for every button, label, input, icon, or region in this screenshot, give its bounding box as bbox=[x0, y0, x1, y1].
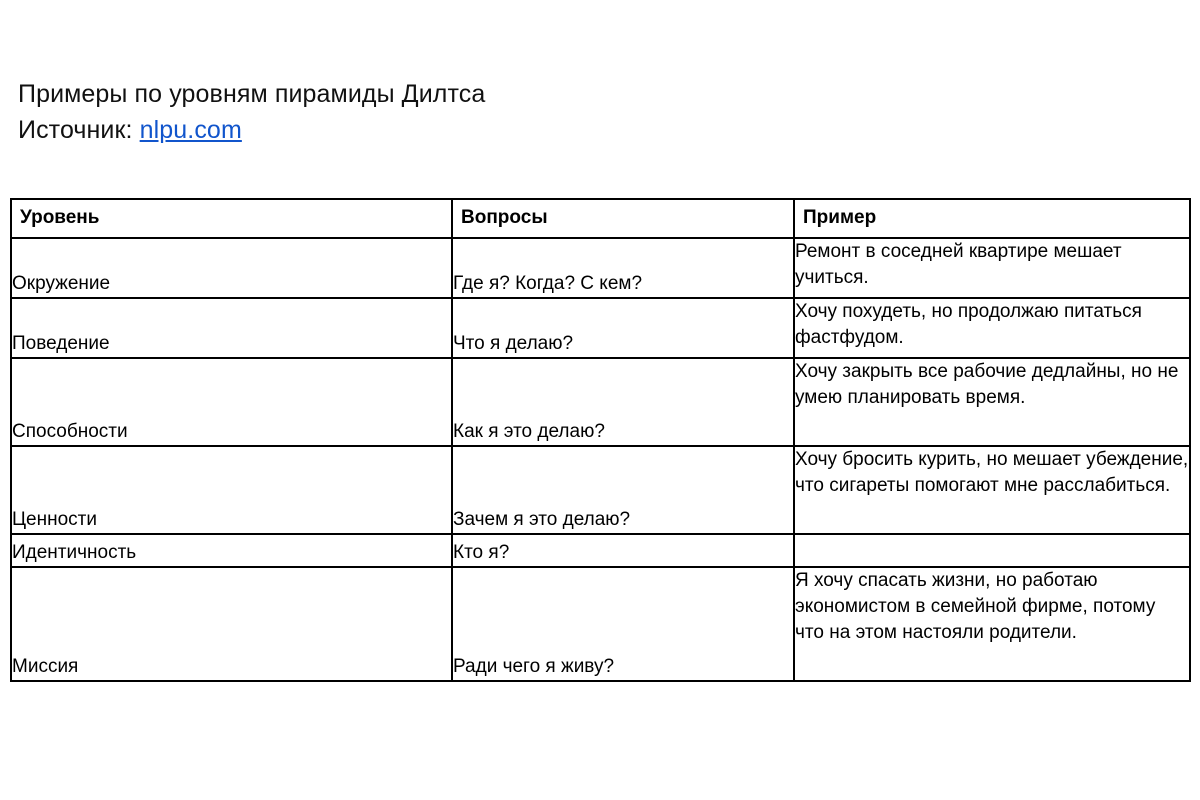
table-row bbox=[11, 567, 1190, 681]
cell-level: Ценности bbox=[11, 446, 452, 534]
table-row bbox=[11, 358, 1190, 446]
table-row bbox=[11, 298, 1190, 358]
page-title: Примеры по уровням пирамиды Дилтса bbox=[18, 80, 486, 108]
column-header-questions: Вопросы bbox=[452, 199, 794, 238]
cell-example: Ремонт в соседней квартире мешает учиться. bbox=[794, 238, 1190, 298]
table-header bbox=[11, 199, 1190, 238]
source-link[interactable]: nlpu.com bbox=[139, 116, 242, 144]
cell-questions: Как я это делаю? bbox=[452, 358, 794, 446]
table-body bbox=[11, 238, 1190, 681]
column-header-example: Пример bbox=[794, 199, 1190, 238]
cell-level: Окружение bbox=[11, 238, 452, 298]
cell-questions: Что я делаю? bbox=[452, 298, 794, 358]
cell-questions: Ради чего я живу? bbox=[452, 567, 794, 681]
source-label: Источник: bbox=[18, 116, 133, 144]
cell-questions: Где я? Когда? С кем? bbox=[452, 238, 794, 298]
cell-level: Способности bbox=[11, 358, 452, 446]
levels-table-container bbox=[10, 198, 1189, 682]
cell-example: Я хочу спасать жизни, но работаю экономистом в семейной фирме, потому что на этом настояли родители. bbox=[794, 567, 1190, 681]
table-header-row bbox=[11, 199, 1190, 238]
cell-example: Хочу бросить курить, но мешает убеждение, что сигареты помогают мне расслабиться. bbox=[794, 446, 1190, 534]
table-row bbox=[11, 534, 1190, 567]
cell-level: Поведение bbox=[11, 298, 452, 358]
source-line bbox=[18, 112, 1178, 148]
cell-example bbox=[794, 534, 1190, 567]
document-heading bbox=[18, 76, 1178, 148]
table-row bbox=[11, 446, 1190, 534]
table-row bbox=[11, 238, 1190, 298]
levels-table bbox=[10, 198, 1191, 682]
cell-level: Идентичность bbox=[11, 534, 452, 567]
cell-example: Хочу похудеть, но продолжаю питаться фастфудом. bbox=[794, 298, 1190, 358]
cell-questions: Кто я? bbox=[452, 534, 794, 567]
cell-example: Хочу закрыть все рабочие дедлайны, но не умею планировать время. bbox=[794, 358, 1190, 446]
cell-level: Миссия bbox=[11, 567, 452, 681]
cell-questions: Зачем я это делаю? bbox=[452, 446, 794, 534]
column-header-level: Уровень bbox=[11, 199, 452, 238]
